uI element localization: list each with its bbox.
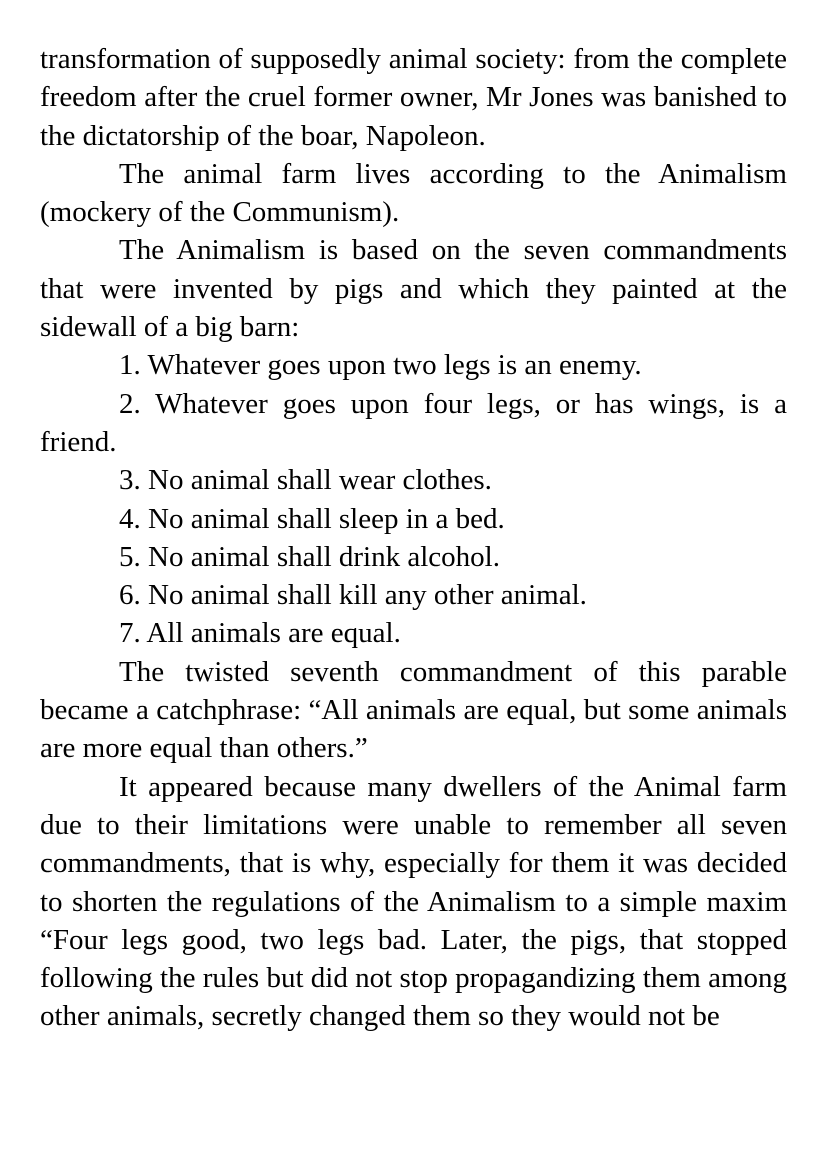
list-item: 2. Whatever goes upon four legs, or has wings, is a friend. (40, 387, 787, 458)
list-item: 6. No animal shall kill any other animal. (119, 579, 587, 612)
list-item: 3. No animal shall wear clothes. (119, 464, 492, 497)
commandments-list (40, 346, 787, 652)
paragraph-animalism: The Animalism is based on the seven commandments that were invented by pigs and which they painted at the sidewall of a big barn: (40, 234, 787, 344)
paragraph-animal-farm: The animal farm lives according to the Animalism (mockery of the Communism). (40, 157, 787, 229)
list-item: 1. Whatever goes upon two legs is an enemy. (119, 349, 642, 382)
list-item: 7. All animals are equal. (119, 617, 401, 650)
paragraph-continuation: transformation of supposedly animal society: from the complete freedom after the cruel former owner, Mr Jones was banished to the dictatorship of the boar, Napoleon. (40, 43, 787, 152)
paragraph-seventh-commandment: The twisted seventh commandment of this parable became a catchphrase: “All animals are equal, but some animals are more equal than others.” (40, 655, 787, 765)
list-item: 5. No animal shall drink alcohol. (119, 540, 500, 573)
list-item: 4. No animal shall sleep in a bed. (119, 502, 505, 535)
paragraph-maxim: It appeared because many dwellers of the Animal farm due to their limitations were unable to remember all seven commandments, that is why, especially for them it was decided to shorten the regulations of the Animalism to a simple maxim “Four legs good, two legs bad. Later, the pigs, that stopped following the rules but did not stop propagandizing them among other animals, secretly changed them so they would not be (40, 770, 787, 1033)
document-page (40, 40, 787, 1036)
